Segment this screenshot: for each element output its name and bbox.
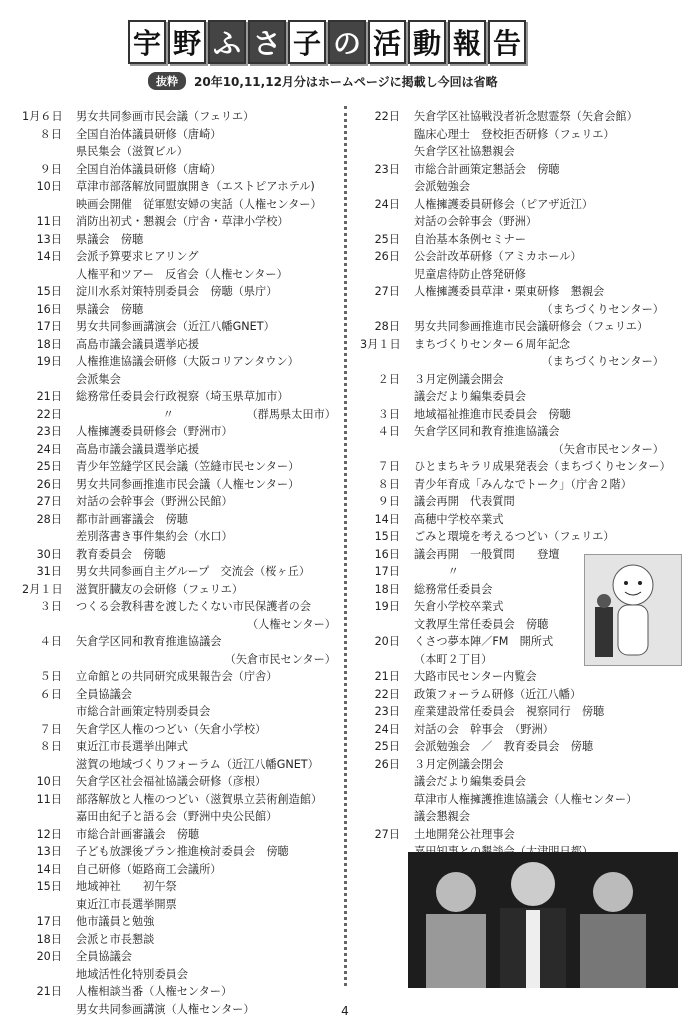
- list-item: [360, 756, 670, 774]
- entry-date: 22日: [374, 110, 400, 123]
- entry-date: [360, 843, 414, 861]
- entry-date: ８日: [377, 477, 400, 491]
- entry-event: 男女共同参画推進市民会議（人権センター）: [76, 477, 300, 491]
- list-item: [22, 633, 342, 651]
- entry-date: 15日: [36, 880, 62, 893]
- list-item: [22, 406, 342, 424]
- entry-event: 会派予算要求ヒアリング: [76, 250, 199, 263]
- list-item: [22, 108, 342, 126]
- entry-event: 会派勉強会: [414, 180, 470, 193]
- entry-event: 高島市議会議員選挙応援: [76, 442, 200, 456]
- list-item: [22, 493, 342, 511]
- entry-event: 全国自治体議員研修（唐崎）: [76, 127, 222, 141]
- entry-event: 立命館との共同研究成果報告会（庁舎）: [76, 670, 278, 683]
- entry-event: 地域福祉推進市民委員会 傍聴: [414, 407, 571, 421]
- entry-date: 23日: [374, 705, 400, 718]
- entry-date: 22日: [374, 687, 400, 701]
- entry-date: 20日: [36, 950, 62, 963]
- list-item: [360, 423, 670, 441]
- list-item: [22, 703, 342, 721]
- entry-date: 21日: [374, 670, 400, 683]
- list-item: [360, 791, 670, 809]
- title-char: の: [328, 20, 366, 64]
- entry-date: 26日: [36, 477, 62, 491]
- entry-event: 男女共同参画市民会議（フェリエ）: [76, 110, 255, 123]
- entry-event: 議会だより編集委員会: [414, 775, 526, 788]
- entry-event: 全員協議会: [76, 687, 132, 701]
- entry-event: 男女共同参画自主グループ 交流会（桜ヶ丘）: [76, 565, 311, 578]
- entry-event: 会派勉強会 ／ 教育委員会 傍聴: [414, 740, 594, 753]
- entry-event: 矢倉学区社会福祉協議会研修（彦根）: [76, 775, 267, 788]
- entry-date: 24日: [36, 442, 62, 456]
- entry-event: 東近江市長選挙開票: [76, 897, 177, 911]
- entry-date: ９日: [39, 162, 62, 176]
- entry-date: 17日: [36, 915, 62, 928]
- entry-date: ４日: [377, 425, 400, 438]
- subtitle-text: 20年10,11,12月分はホームページに掲載し今回は省略: [194, 74, 498, 89]
- list-item: [360, 406, 670, 424]
- list-item: [22, 931, 342, 949]
- title-char: 報: [448, 20, 486, 64]
- list-item: [360, 371, 670, 389]
- entry-event: ごみと環境を考えるつどい（フェリエ）: [414, 530, 615, 543]
- entry-event: 児童虐待防止啓発研修: [414, 267, 526, 281]
- entry-date: 27日: [36, 495, 62, 508]
- entry-date: [22, 196, 76, 214]
- list-item: [360, 266, 670, 284]
- entry-event: 男女共同参画推進市民会議研修会（フェリエ）: [414, 320, 649, 333]
- list-item: [360, 511, 670, 529]
- list-item: [360, 336, 670, 354]
- entry-event: 政策フォーラム研修（近江八幡）: [414, 687, 582, 701]
- entry-event: （矢倉市民センター）: [224, 652, 336, 666]
- activity-list-right: [360, 108, 670, 861]
- list-item: [22, 283, 342, 301]
- entry-event: 人権推進協議会研修（大阪コリアンタウン）: [76, 355, 299, 368]
- entry-date: ３日: [39, 600, 62, 613]
- entry-date: [360, 353, 414, 371]
- entry-date: 18日: [36, 337, 62, 351]
- entry-date: 10日: [36, 775, 62, 788]
- entry-date: 1月６日: [22, 110, 63, 123]
- entry-event: 矢倉学区同和教育推進協議会: [76, 635, 222, 648]
- entry-date: 31日: [36, 565, 62, 578]
- entry-event: 議会懇親会: [414, 810, 470, 823]
- entry-date: 14日: [374, 512, 400, 526]
- activity-list-left: [22, 108, 342, 1018]
- entry-event: 他市議員と勉強: [76, 915, 155, 928]
- entry-event: 高穂中学校卒業式: [414, 512, 504, 526]
- list-item: [22, 808, 342, 826]
- entry-date: [360, 178, 414, 196]
- title-char: ふ: [208, 20, 246, 64]
- entry-event: 総務常任委員会: [414, 582, 493, 596]
- entry-event: 矢倉学区社協懇親会: [414, 145, 515, 158]
- entry-date: 18日: [36, 932, 62, 946]
- entry-date: 11日: [36, 792, 62, 806]
- list-item: [22, 388, 342, 406]
- entry-event: 青少年育成「みんなでトーク」（庁舎２階）: [414, 477, 632, 491]
- entry-date: 16日: [36, 302, 62, 316]
- list-item: [360, 178, 670, 196]
- list-item: [22, 738, 342, 756]
- list-item: [22, 773, 342, 791]
- list-item: [22, 528, 342, 546]
- entry-date: [360, 651, 414, 669]
- entry-date: 17日: [374, 565, 400, 578]
- entry-event: 男女共同参画講演（人権センター）: [76, 1002, 255, 1016]
- list-item: [22, 266, 342, 284]
- title-char: さ: [248, 20, 286, 64]
- list-item: [360, 161, 670, 179]
- entry-date: 23日: [36, 425, 62, 438]
- entry-event: 滋賀肝臓友の会研修（フェリエ）: [76, 582, 244, 596]
- list-item: [22, 598, 342, 616]
- entry-date: 26日: [374, 250, 400, 263]
- list-item: [22, 476, 342, 494]
- entry-event: 県議会 傍聴: [76, 302, 144, 316]
- entry-date: 19日: [374, 600, 400, 613]
- entry-date: 28日: [36, 512, 62, 526]
- entry-date: [22, 528, 76, 546]
- list-item: [360, 196, 670, 214]
- list-item: [360, 476, 670, 494]
- list-item: [22, 616, 342, 634]
- entry-event: 臨床心理士 登校拒否研修（フェリエ）: [414, 127, 615, 141]
- entry-event: 対話の会幹事会（野洲公民館）: [76, 495, 233, 508]
- entry-event: 議会だより編集委員会: [414, 390, 526, 403]
- entry-date: ９日: [377, 495, 400, 508]
- list-item: [22, 756, 342, 774]
- list-item: [22, 843, 342, 861]
- list-item: [360, 721, 670, 739]
- entry-date: [22, 966, 76, 984]
- entry-event: 草津市人権擁護推進協議会（人権センター）: [414, 792, 638, 806]
- subtitle: [148, 72, 498, 90]
- entry-event: 議会再開 代表質問: [414, 495, 515, 508]
- entry-date: [22, 808, 76, 826]
- entry-date: [360, 126, 414, 144]
- list-item: [22, 318, 342, 336]
- entry-date: [22, 896, 76, 914]
- entry-event: 男女共同参画講演会（近江八幡GNET）: [76, 320, 275, 333]
- entry-event: 対話の会 幹事会 （野洲）: [414, 722, 554, 736]
- list-item: [22, 336, 342, 354]
- entry-event: 公会計改革研修（アミカホール）: [414, 250, 582, 263]
- entry-event: 草津市部落解放同盟旗開き（エストピアホテル): [76, 180, 315, 193]
- entry-event: （本町２丁目）: [414, 652, 532, 666]
- list-item: [360, 126, 670, 144]
- list-item: [22, 213, 342, 231]
- list-item: [360, 826, 670, 844]
- entry-date: [360, 301, 414, 319]
- list-item: [22, 248, 342, 266]
- entry-date: 3月１日: [360, 337, 401, 351]
- entry-date: 25日: [374, 232, 400, 246]
- entry-event: 県民集会（滋賀ビル）: [76, 145, 188, 158]
- list-item: [22, 791, 342, 809]
- entry-event: （矢倉市民センター）: [552, 442, 664, 456]
- entry-event: （まちづくりセンター）: [541, 302, 664, 316]
- list-item: [360, 248, 670, 266]
- entry-date: 11日: [36, 215, 62, 228]
- entry-date: 26日: [374, 757, 400, 771]
- entry-event: （まちづくりセンター）: [541, 355, 664, 368]
- entry-event: 市総合計画策定懇話会 傍聴: [414, 162, 560, 176]
- entry-event: 差別落書き事件集約会（水口）: [76, 530, 233, 543]
- entry-date: 27日: [374, 285, 400, 298]
- entry-date: 17日: [36, 320, 62, 333]
- entry-event: ３月定例議会閉会: [414, 757, 504, 771]
- entry-date: 28日: [374, 320, 400, 333]
- list-item: [22, 143, 342, 161]
- list-item: [22, 581, 342, 599]
- entry-event: 人権擁護委員草津・栗東研修 懇親会: [414, 285, 605, 298]
- list-item: [360, 493, 670, 511]
- entry-event: 全国自治体議員研修（唐崎）: [76, 162, 222, 176]
- entry-date: 25日: [36, 460, 62, 473]
- entry-event: 人権擁護委員研修会（野洲市）: [76, 425, 233, 438]
- mascot-photo: [584, 554, 682, 666]
- list-item: [22, 441, 342, 459]
- entry-date: [22, 651, 76, 669]
- entry-event: 矢倉学区社協戦没者祈念慰霊祭（矢倉会館）: [414, 110, 638, 123]
- entry-date: 13日: [36, 845, 62, 858]
- entry-event: 議会再開 一般質問 登壇: [414, 547, 560, 561]
- entry-date: [360, 616, 414, 634]
- entry-event: ３月定例議会開会: [414, 372, 504, 386]
- entry-event: 子ども放課後プラン推進検討委員会 傍聴: [76, 845, 289, 858]
- entry-event: 大路市民センター内覧会: [414, 670, 537, 683]
- entry-date: ３日: [377, 407, 400, 421]
- entry-event: 矢倉学区同和教育推進協議会: [414, 425, 560, 438]
- entry-date: 12日: [36, 827, 62, 841]
- list-item: [360, 213, 670, 231]
- entry-event: 対話の会幹事会（野洲）: [414, 215, 538, 228]
- list-item: [360, 686, 670, 704]
- entry-date: 21日: [36, 985, 62, 998]
- entry-event: 映画会開催 従軍慰安婦の実話（人権センター）: [76, 197, 322, 211]
- entry-date: [360, 388, 414, 406]
- entry-date: 2月１日: [22, 582, 63, 596]
- entry-event: まちづくりセンター６周年記念: [414, 337, 571, 351]
- group-photo: [408, 852, 678, 988]
- entry-date: [360, 791, 414, 809]
- entry-date: 30日: [36, 547, 62, 561]
- entry-event: 全員協議会: [76, 950, 132, 963]
- entry-date: 27日: [374, 827, 400, 841]
- list-item: [360, 283, 670, 301]
- entry-date: 10日: [36, 180, 62, 193]
- list-item: [22, 826, 342, 844]
- list-item: [22, 301, 342, 319]
- column-divider: [344, 106, 347, 986]
- list-item: [22, 966, 342, 984]
- list-item: [22, 458, 342, 476]
- entry-event: 地域活性化特別委員会: [76, 967, 188, 981]
- entry-event: 矢倉学区人権のつどい（矢倉小学校）: [76, 722, 267, 736]
- list-item: [22, 353, 342, 371]
- entry-event: 土地開発公社理事会: [414, 827, 515, 841]
- entry-event: 人権擁護委員研修会（ピアザ近江）: [414, 197, 594, 211]
- entry-event: 滋賀の地域づくりフォーラム（近江八幡GNET）: [76, 757, 319, 771]
- entry-event: 青少年笠縫学区民会議（笠縫市民センター）: [76, 460, 300, 473]
- entry-event: 人権相談当番（人権センター）: [76, 985, 233, 998]
- page-title: [128, 20, 526, 64]
- entry-date: [22, 143, 76, 161]
- list-item: [360, 528, 670, 546]
- entry-event: 〃: [414, 565, 459, 578]
- entry-event: 自治基本条例セミナー: [414, 232, 526, 246]
- list-item: [22, 563, 342, 581]
- entry-event: 市総合計画審議会 傍聴: [76, 827, 200, 841]
- list-item: [22, 896, 342, 914]
- entry-date: ８日: [39, 127, 62, 141]
- list-item: [360, 231, 670, 249]
- entry-date: 14日: [36, 250, 62, 263]
- entry-date: 14日: [36, 862, 62, 876]
- entry-event: 総務常任委員会行政視察（埼玉県草加市）: [76, 390, 289, 403]
- list-item: [360, 668, 670, 686]
- entry-date: [22, 266, 76, 284]
- entry-event: 矢倉小学校卒業式: [414, 600, 504, 613]
- entry-date: ５日: [39, 670, 62, 683]
- list-item: [22, 178, 342, 196]
- entry-date: 16日: [374, 547, 400, 561]
- entry-event: 部落解放と人権のつどい（滋賀県立芸術創造館）: [76, 792, 323, 806]
- entry-date: [360, 441, 414, 459]
- entry-date: 15日: [374, 530, 400, 543]
- entry-event: くさつ夢本陣／FM 開所式: [414, 635, 554, 648]
- list-item: [360, 318, 670, 336]
- title-char: 活: [368, 20, 406, 64]
- title-char: 野: [168, 20, 206, 64]
- entry-date: 15日: [36, 285, 62, 298]
- entry-date: [360, 808, 414, 826]
- list-item: [22, 511, 342, 529]
- list-item: [22, 371, 342, 389]
- entry-event: 東近江市長選挙出陣式: [76, 740, 188, 753]
- excerpt-badge: 抜粋: [148, 72, 186, 90]
- entry-date: ２日: [377, 372, 400, 386]
- title-char: 告: [488, 20, 526, 64]
- entry-date: ８日: [39, 740, 62, 753]
- list-item: [360, 143, 670, 161]
- entry-event: 淀川水系対策特別委員会 傍聴（県庁）: [76, 285, 278, 298]
- list-item: [360, 301, 670, 319]
- list-item: [360, 738, 670, 756]
- entry-date: 24日: [374, 722, 400, 736]
- entry-event: 〃 （群馬県太田市）: [162, 407, 336, 421]
- title-char: 子: [288, 20, 326, 64]
- list-item: [360, 703, 670, 721]
- entry-date: 21日: [36, 390, 62, 403]
- list-item: [22, 861, 342, 879]
- title-char: 宇: [128, 20, 166, 64]
- entry-date: [360, 143, 414, 161]
- list-item: [360, 458, 670, 476]
- entry-date: [360, 773, 414, 791]
- list-item: [360, 808, 670, 826]
- entry-event: 教育委員会 傍聴: [76, 547, 166, 561]
- list-item: [22, 913, 342, 931]
- entry-date: ４日: [39, 635, 62, 648]
- entry-date: ６日: [39, 687, 62, 701]
- entry-date: 20日: [374, 635, 400, 648]
- entry-event: 会派と市長懇談: [76, 932, 155, 946]
- entry-date: ７日: [377, 460, 400, 473]
- entry-date: 25日: [374, 740, 400, 753]
- list-item: [360, 773, 670, 791]
- entry-date: 23日: [374, 162, 400, 176]
- entry-event: 消防出初式・懇親会（庁舎・草津小学校）: [76, 215, 289, 228]
- entry-event: 産業建設常任委員会 視察同行 傍聴: [414, 705, 605, 718]
- entry-event: 高島市議会議員選挙応援: [76, 337, 200, 351]
- entry-date: 22日: [36, 407, 62, 421]
- entry-date: [22, 756, 76, 774]
- entry-event: 文教厚生常任委員会 傍聴: [414, 617, 549, 631]
- entry-date: 13日: [36, 232, 62, 246]
- entry-event: ひとまちキラリ成果発表会（まちづくりセンター）: [414, 460, 671, 473]
- list-item: [22, 983, 342, 1001]
- entry-date: [360, 266, 414, 284]
- list-item: [360, 441, 670, 459]
- entry-event: 市総合計画策定特別委員会: [76, 705, 211, 718]
- entry-date: ７日: [39, 722, 62, 736]
- list-item: [22, 126, 342, 144]
- list-item: [22, 196, 342, 214]
- title-char: 動: [408, 20, 446, 64]
- entry-date: [22, 371, 76, 389]
- entry-event: 人権平和ツアー 反省会（人権センター）: [76, 267, 288, 281]
- list-item: [22, 423, 342, 441]
- entry-event: 都市計画審議会 傍聴: [76, 512, 188, 526]
- entry-event: 県議会 傍聴: [76, 232, 144, 246]
- entry-date: 24日: [374, 197, 400, 211]
- entry-event: 地域神社 初午祭: [76, 880, 177, 893]
- entry-date: [22, 616, 76, 634]
- list-item: [22, 686, 342, 704]
- list-item: [360, 108, 670, 126]
- entry-date: 18日: [374, 582, 400, 596]
- list-item: [22, 651, 342, 669]
- list-item: [22, 721, 342, 739]
- entry-event: 会派集会: [76, 372, 121, 386]
- entry-event: （人権センター）: [246, 617, 336, 631]
- list-item: [22, 878, 342, 896]
- list-item: [22, 668, 342, 686]
- entry-date: [360, 213, 414, 231]
- entry-date: [22, 703, 76, 721]
- list-item: [22, 231, 342, 249]
- list-item: [22, 948, 342, 966]
- page-number: 4: [341, 1004, 349, 1018]
- entry-event: つくる会教科書を渡したくない市民保護者の会: [76, 600, 311, 613]
- list-item: [360, 353, 670, 371]
- list-item: [22, 161, 342, 179]
- entry-date: 19日: [36, 355, 62, 368]
- list-item: [360, 388, 670, 406]
- list-item: [22, 546, 342, 564]
- entry-event: 嘉田由紀子と語る会（野洲中央公民館）: [76, 810, 278, 823]
- entry-event: 自己研修（姫路商工会議所）: [76, 862, 222, 876]
